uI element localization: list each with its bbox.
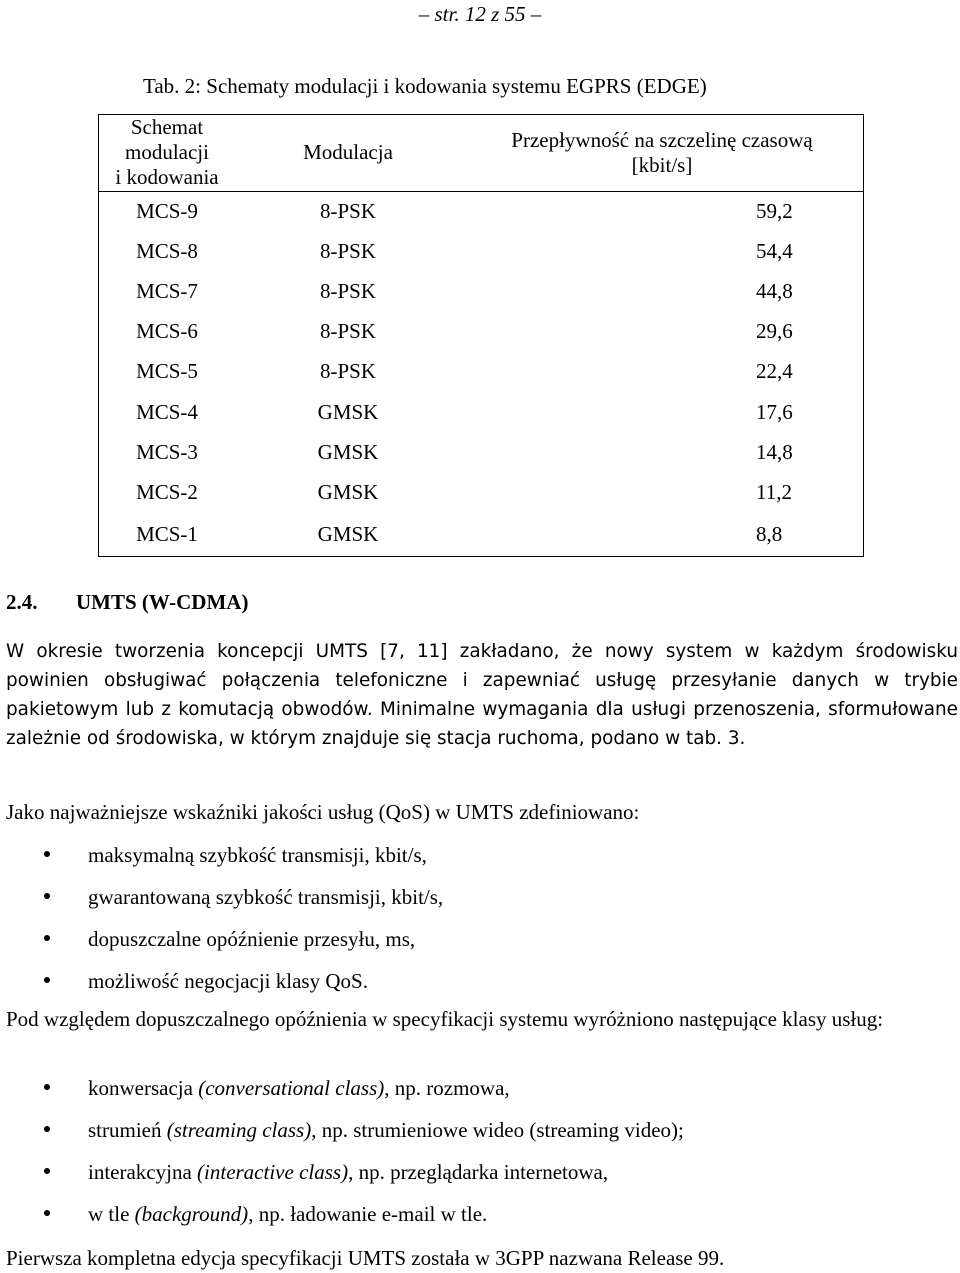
qos-list xyxy=(0,845,443,1013)
class-name: interakcyjna xyxy=(88,1160,198,1184)
table-row xyxy=(99,392,864,432)
bullet-icon xyxy=(44,893,50,899)
list-item xyxy=(0,1120,684,1162)
cell-modulation: 8-PSK xyxy=(319,239,377,264)
cell-modulation: 8-PSK xyxy=(319,199,377,224)
header-modulation: Modulacja xyxy=(235,115,461,192)
cell-rate: 54,4 xyxy=(756,239,793,264)
table-row xyxy=(99,312,864,352)
list-item xyxy=(0,1162,684,1204)
cell-rate: 11,2 xyxy=(756,479,792,504)
list-item xyxy=(0,1078,684,1120)
class-name: strumień xyxy=(88,1118,167,1142)
bullet-icon xyxy=(44,1210,50,1216)
cell-rate: 14,8 xyxy=(756,439,793,464)
paragraph-qos-intro: Jako najważniejsze wskaźniki jakości usług (QoS) w UMTS zdefiniowano: xyxy=(6,800,640,824)
header-throughput-line1: Przepływność na szczelinę czasową xyxy=(511,127,813,152)
page-number: – str. 12 z 55 – xyxy=(418,2,542,26)
header-throughput xyxy=(461,115,864,192)
cell-rate: 29,6 xyxy=(756,319,793,344)
list-item xyxy=(0,845,443,887)
cell-scheme: MCS-7 xyxy=(136,279,198,304)
header-scheme-line1: Schemat modulacji xyxy=(125,115,209,165)
cell-rate: 22,4 xyxy=(756,359,793,384)
cell-scheme: MCS-1 xyxy=(136,521,198,546)
table-caption: Tab. 2: Schematy modulacji i kodowania systemu EGPRS (EDGE) xyxy=(143,74,707,98)
header-throughput-line2: [kbit/s] xyxy=(631,152,693,177)
table-row xyxy=(99,232,864,272)
cell-scheme: MCS-8 xyxy=(136,239,198,264)
service-classes-list xyxy=(0,1078,684,1246)
cell-scheme: MCS-5 xyxy=(136,359,198,384)
section-title: UMTS (W-CDMA) xyxy=(76,590,249,614)
bullet-icon xyxy=(44,1168,50,1174)
table-row xyxy=(99,432,864,472)
table-row xyxy=(99,472,864,512)
section-heading xyxy=(6,592,248,613)
modulation-coding-table xyxy=(98,114,864,557)
table-header-row xyxy=(99,115,864,192)
class-example: , np. ładowanie e-mail w tle. xyxy=(248,1202,488,1226)
class-example: , np. przeglądarka internetowa, xyxy=(348,1160,609,1184)
cell-modulation: 8-PSK xyxy=(319,319,377,344)
bullet-icon xyxy=(44,1084,50,1090)
list-item xyxy=(0,887,443,929)
cell-rate: 8,8 xyxy=(756,521,783,546)
table-row xyxy=(99,512,864,557)
bullet-icon xyxy=(44,1126,50,1132)
class-example: , np. rozmowa, xyxy=(384,1076,510,1100)
cell-modulation: GMSK xyxy=(317,399,379,424)
list-item xyxy=(0,929,443,971)
bullet-icon xyxy=(44,977,50,983)
header-scheme xyxy=(99,115,236,192)
bullet-icon xyxy=(44,935,50,941)
cell-rate: 59,2 xyxy=(756,199,793,224)
class-name: konwersacja xyxy=(88,1076,199,1100)
header-scheme-line2: i kodowania xyxy=(115,165,219,190)
cell-scheme: MCS-4 xyxy=(136,399,198,424)
cell-modulation: GMSK xyxy=(317,479,379,504)
table-row xyxy=(99,191,864,232)
class-english-name: (interactive class) xyxy=(197,1160,349,1184)
cell-modulation: 8-PSK xyxy=(319,359,377,384)
list-item-text: dopuszczalne opóźnienie przesyłu, ms, xyxy=(88,927,416,951)
class-english-name: (conversational class) xyxy=(198,1076,385,1100)
class-example: , np. strumieniowe wideo (streaming video); xyxy=(311,1118,684,1142)
cell-modulation: 8-PSK xyxy=(319,279,377,304)
class-english-name: (background) xyxy=(134,1202,249,1226)
class-name: w tle xyxy=(88,1202,135,1226)
bullet-icon xyxy=(44,851,50,857)
paragraph-umts-concept: W okresie tworzenia koncepcji UMTS [7, 11] zakładano, że nowy system w każdym środowisku powinien obsługiwać połączenia telefoniczne i zapewniać usługę przesyłanie danych w trybie pakietowym lub z komutacją obwodów. Minimalne wymagania dla usługi przenoszenia, sformułowane zależnie od środowiska, w którym znajduje się stacja ruchoma, podano w tab. 3. xyxy=(6,641,958,749)
list-item xyxy=(0,1204,684,1246)
cell-scheme: MCS-2 xyxy=(136,479,198,504)
table-row xyxy=(99,272,864,312)
table-row xyxy=(99,352,864,392)
paragraph-service-classes: Pod względem dopuszczalnego opóźnienia w specyfikacji systemu wyróżniono następujące klasy usług: xyxy=(6,1007,884,1031)
list-item-text: możliwość negocjacji klasy QoS. xyxy=(88,969,368,993)
paragraph-release-99: Pierwsza kompletna edycja specyfikacji UMTS została w 3GPP nazwana Release 99. xyxy=(6,1246,725,1270)
cell-modulation: GMSK xyxy=(317,521,379,546)
list-item-text: maksymalną szybkość transmisji, kbit/s, xyxy=(88,843,427,867)
cell-scheme: MCS-3 xyxy=(136,439,198,464)
cell-modulation: GMSK xyxy=(317,439,379,464)
cell-rate: 44,8 xyxy=(756,279,793,304)
cell-scheme: MCS-9 xyxy=(136,199,198,224)
cell-rate: 17,6 xyxy=(756,399,793,424)
cell-scheme: MCS-6 xyxy=(136,319,198,344)
class-english-name: (streaming class) xyxy=(166,1118,312,1142)
list-item-text: gwarantowaną szybkość transmisji, kbit/s, xyxy=(88,885,444,909)
section-number: 2.4. xyxy=(6,590,38,614)
